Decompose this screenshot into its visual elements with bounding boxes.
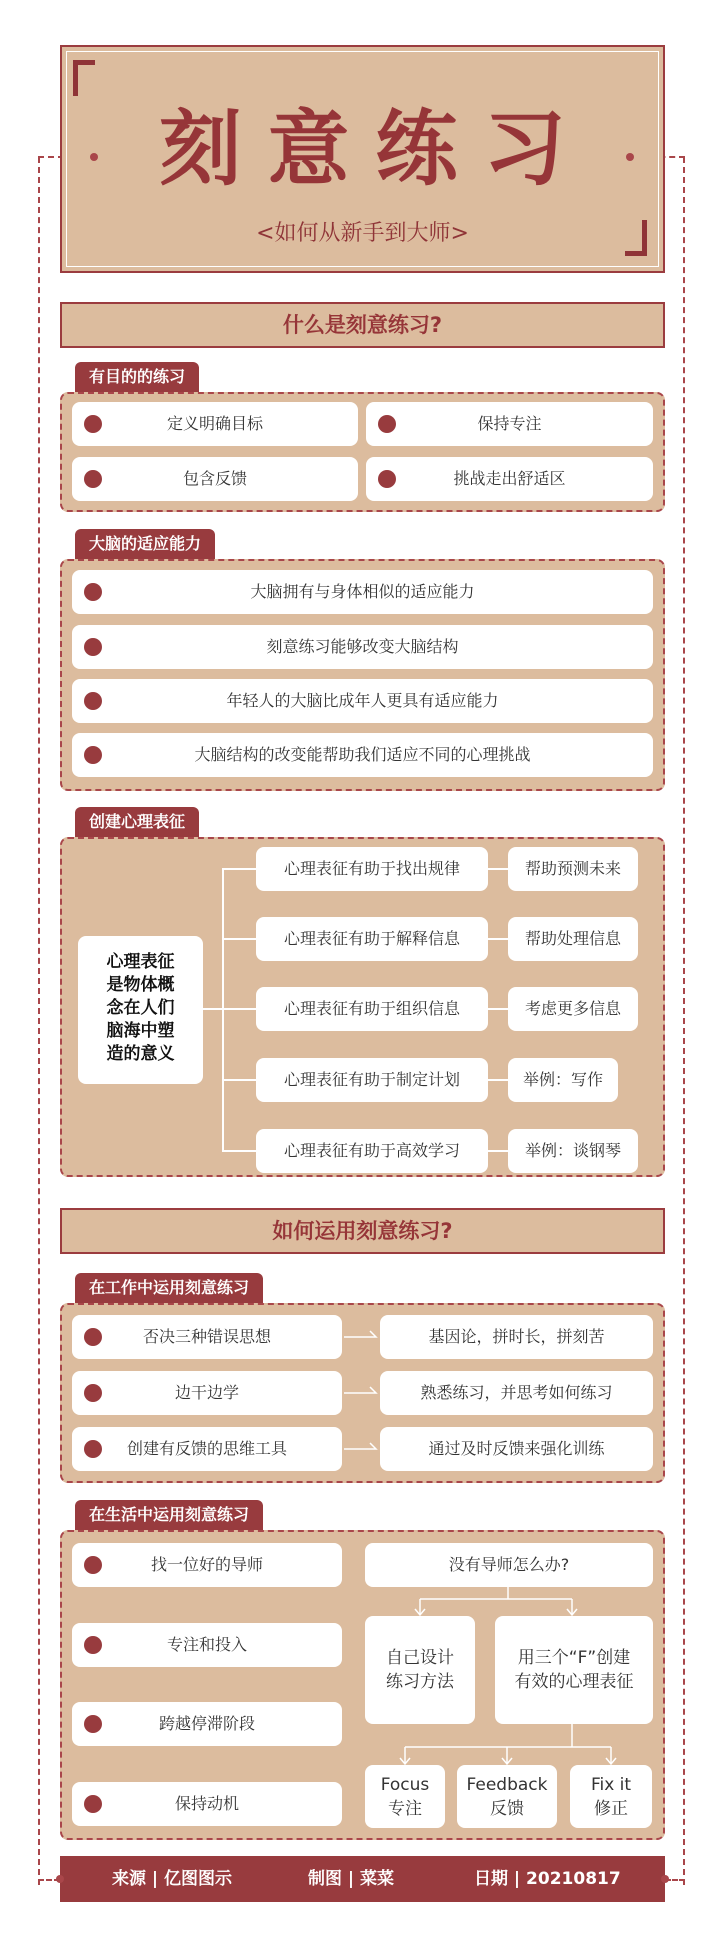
footer-dot-right — [661, 1875, 669, 1883]
brain-item: 大脑拥有与身体相似的适应能力 — [72, 570, 653, 614]
footer-maker: 制图 | 菜菜 — [308, 1869, 395, 1889]
section-title-what: 什么是刻意练习? — [60, 302, 665, 348]
mental-row-right: 举例：写作 — [508, 1058, 618, 1102]
tree-link — [487, 1150, 509, 1152]
mental-row-right: 考虑更多信息 — [508, 987, 638, 1031]
life-item: 保持动机 — [72, 1782, 342, 1826]
tag-life: 在生活中运用刻意练习 — [75, 1500, 263, 1530]
work-right-item: 熟悉练习，并思考如何练习 — [380, 1371, 653, 1415]
bullet-icon — [84, 692, 102, 710]
f-fixit-box — [570, 1765, 652, 1828]
purposeful-item: 保持专注 — [366, 402, 653, 446]
work-left-item: 边干边学 — [72, 1371, 342, 1415]
tag-mental: 创建心理表征 — [75, 807, 199, 837]
f-focus-box — [365, 1765, 445, 1828]
page-title: 刻意练习 — [159, 102, 592, 197]
mental-center-box: 心理表征 是物体概 念在人们 脑海中塑 造的意义 — [78, 936, 203, 1084]
mental-row-left: 心理表征有助于组织信息 — [256, 987, 488, 1031]
footer-dot-left — [56, 1875, 64, 1883]
bullet-icon — [84, 1556, 102, 1574]
f-label-en: Focus — [380, 1775, 430, 1795]
frame-line-left — [38, 157, 40, 1885]
tree-link — [487, 868, 509, 870]
bullet-icon — [84, 746, 102, 764]
f-label-en: Feedback — [466, 1775, 548, 1795]
arrow-right-icon — [344, 1387, 376, 1393]
bullet-icon — [84, 470, 102, 488]
life-item: 专注和投入 — [72, 1623, 342, 1667]
bullet-icon — [84, 583, 102, 601]
tree-branch — [222, 938, 256, 940]
bullet-icon — [378, 415, 396, 433]
bullet-icon — [84, 415, 102, 433]
tree-branch — [222, 1150, 256, 1152]
bullet-icon — [84, 1328, 102, 1346]
work-left-item: 否决三种错误思想 — [72, 1315, 342, 1359]
frame-line-right — [683, 157, 685, 1885]
tree-branch — [222, 1008, 256, 1010]
f-label-zh: 专注 — [388, 1799, 422, 1819]
bullet-icon — [84, 1440, 102, 1458]
tag-work: 在工作中运用刻意练习 — [75, 1273, 263, 1303]
option-three-f: 用三个“F”创建 有效的心理表征 — [495, 1616, 653, 1724]
brain-item: 年轻人的大脑比成年人更具有适应能力 — [72, 679, 653, 723]
mental-row-left: 心理表征有助于高效学习 — [256, 1129, 488, 1173]
mental-row-left: 心理表征有助于找出规律 — [256, 847, 488, 891]
option-self-design: 自己设计 练习方法 — [365, 1616, 475, 1724]
f-label-zh: 反馈 — [490, 1799, 524, 1819]
tree-link — [487, 1079, 509, 1081]
section-title-how: 如何运用刻意练习? — [60, 1208, 665, 1254]
tree-trunk — [222, 868, 224, 1152]
header-corner-top-left — [73, 60, 95, 96]
purposeful-item: 挑战走出舒适区 — [366, 457, 653, 501]
tag-purposeful: 有目的的练习 — [75, 362, 199, 392]
footer-bar — [60, 1856, 665, 1902]
mental-row-right: 帮助预测未来 — [508, 847, 638, 891]
page-subtitle: <如何从新手到大师> — [256, 221, 469, 246]
f-label-zh: 修正 — [594, 1799, 628, 1819]
work-arrows — [342, 1315, 380, 1475]
footer-source: 来源 | 亿图图示 — [112, 1869, 233, 1889]
tree-connector — [203, 1008, 223, 1010]
life-item: 跨越停滞阶段 — [72, 1702, 342, 1746]
purposeful-item: 包含反馈 — [72, 457, 358, 501]
work-right-item: 通过及时反馈来强化训练 — [380, 1427, 653, 1471]
tree-branch — [222, 1079, 256, 1081]
bullet-icon — [84, 1795, 102, 1813]
bullet-icon — [84, 1384, 102, 1402]
bullet-icon — [84, 1636, 102, 1654]
tag-brain: 大脑的适应能力 — [75, 529, 215, 559]
no-mentor-question: 没有导师怎么办? — [365, 1543, 653, 1587]
work-right-item: 基因论，拼时长，拼刻苦 — [380, 1315, 653, 1359]
tree-link — [487, 1008, 509, 1010]
tree-branch — [222, 868, 256, 870]
life-item: 找一位好的导师 — [72, 1543, 342, 1587]
purposeful-item: 定义明确目标 — [72, 402, 358, 446]
mental-row-left: 心理表征有助于解释信息 — [256, 917, 488, 961]
mental-row-left: 心理表征有助于制定计划 — [256, 1058, 488, 1102]
arrow-right-icon — [344, 1331, 376, 1337]
mental-row-right: 举例：谈钢琴 — [508, 1129, 638, 1173]
tree-link — [487, 938, 509, 940]
f-feedback-box — [457, 1765, 557, 1828]
brain-item: 大脑结构的改变能帮助我们适应不同的心理挑战 — [72, 733, 653, 777]
arrow-right-icon — [344, 1443, 376, 1449]
bullet-icon — [378, 470, 396, 488]
brain-item: 刻意练习能够改变大脑结构 — [72, 625, 653, 669]
footer-date: 日期 | 20210817 — [474, 1869, 621, 1889]
f-label-en: Fix it — [590, 1775, 632, 1795]
mental-row-right: 帮助处理信息 — [508, 917, 638, 961]
bullet-icon — [84, 1715, 102, 1733]
work-left-item: 创建有反馈的思维工具 — [72, 1427, 342, 1471]
bullet-icon — [84, 638, 102, 656]
